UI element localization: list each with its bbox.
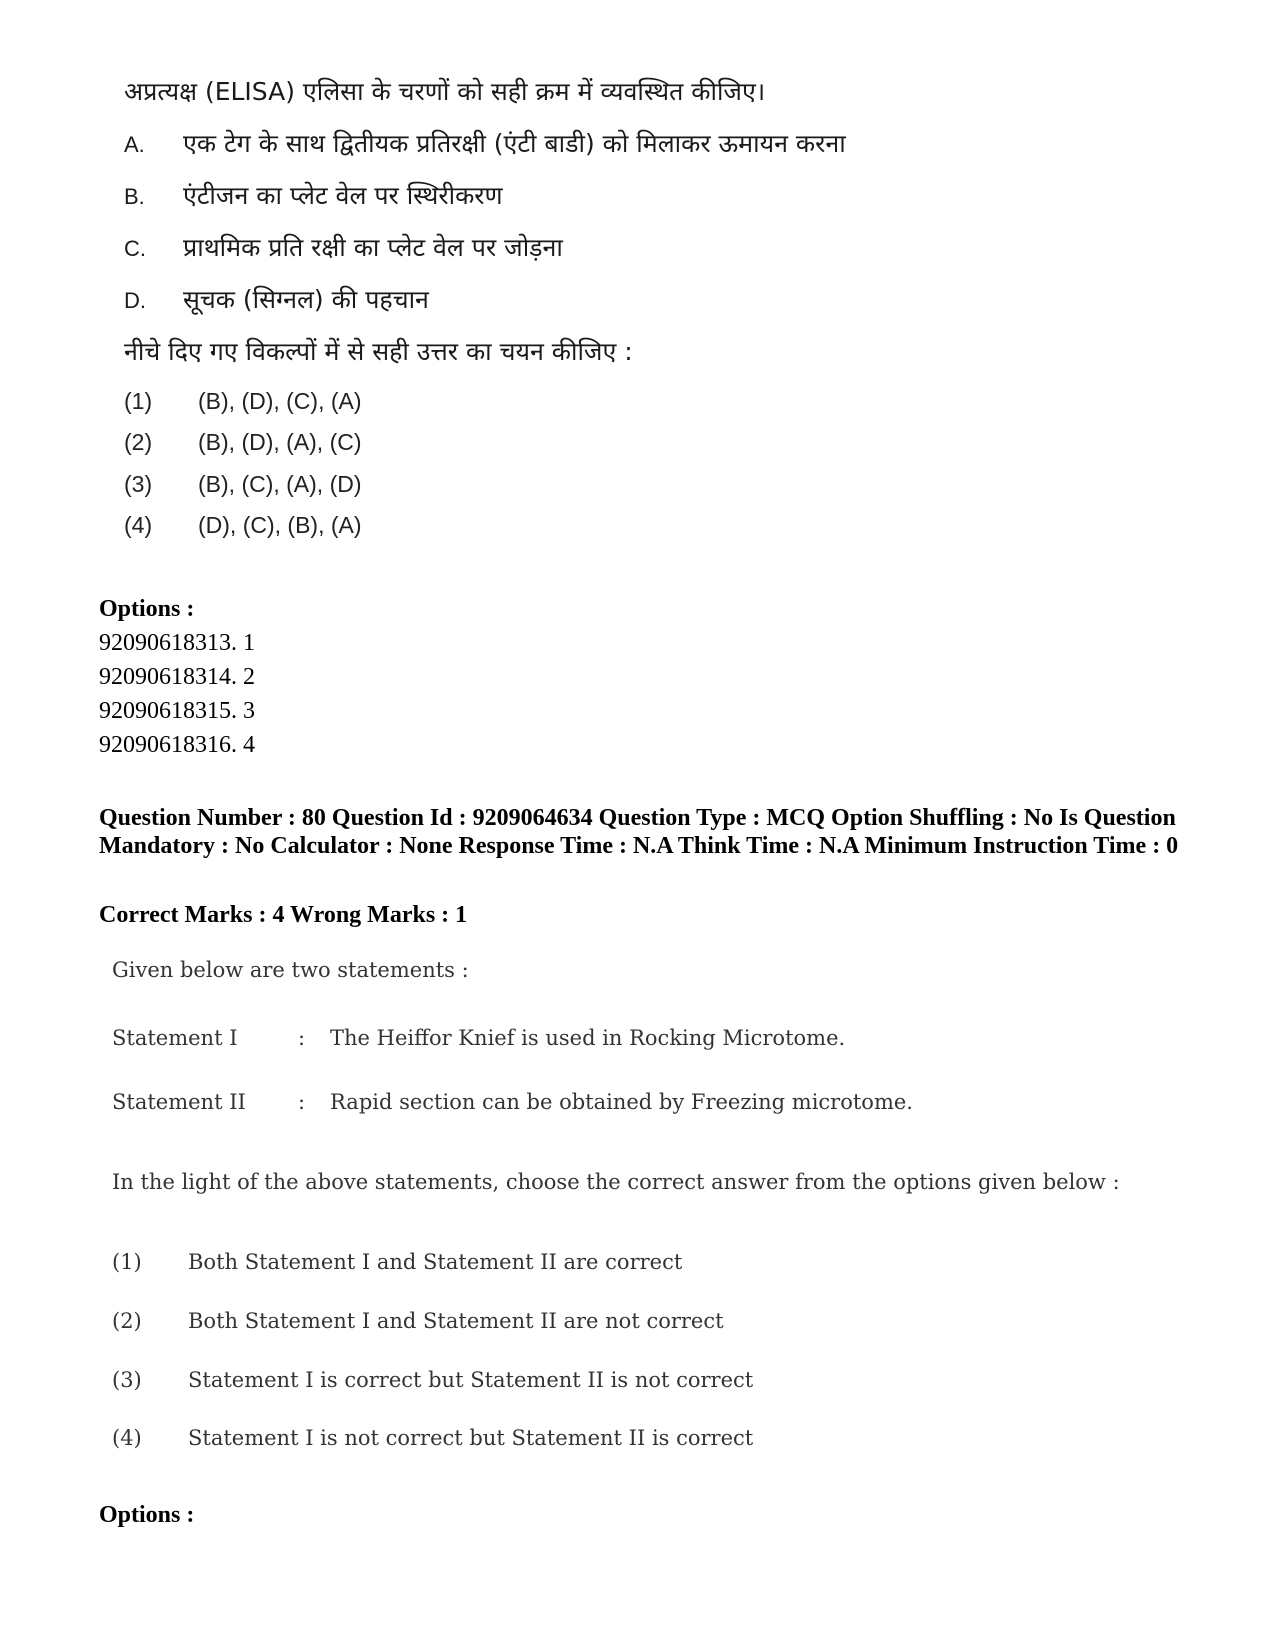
- choice-number: (2): [124, 429, 153, 455]
- statement-text: Rapid section can be obtained by Freezing microtome.: [330, 1090, 913, 1114]
- item-label: D.: [124, 288, 146, 313]
- english-choice-1: [112, 1250, 682, 1274]
- hindi-choice-4: [124, 512, 362, 539]
- hindi-choice-3: [124, 471, 362, 498]
- english-choice-4: [112, 1426, 753, 1450]
- statement-separator: :: [298, 1026, 306, 1050]
- choice-number: (1): [112, 1250, 142, 1274]
- english-question-intro: Given below are two statements :: [112, 958, 469, 982]
- choice-text: Statement I is correct but Statement II is not correct: [188, 1368, 754, 1392]
- options-heading: Options :: [99, 1502, 195, 1528]
- item-text: सूचक (सिग्नल) की पहचान: [183, 285, 429, 314]
- choice-text: Both Statement I and Statement II are not correct: [188, 1309, 724, 1333]
- choice-number: (3): [124, 471, 153, 497]
- item-text: प्राथमिक प्रति रक्षी का प्लेट वेल पर जोड़ना: [183, 233, 563, 262]
- item-label: C.: [124, 236, 146, 261]
- statement-text: The Heiffor Knief is used in Rocking Microtome.: [330, 1026, 846, 1050]
- statement-2: [112, 1090, 913, 1114]
- choice-text: Statement I is not correct but Statement II is correct: [188, 1426, 754, 1450]
- hindi-question-prompt: अप्रत्यक्ष (ELISA) एलिसा के चरणों को सही क्रम में व्यवस्थित कीजिए।: [124, 77, 766, 106]
- choice-number: (4): [124, 512, 153, 538]
- english-instruction: In the light of the above statements, choose the correct answer from the options given below :: [112, 1170, 1120, 1194]
- option-line: 92090618316. 4: [99, 732, 255, 758]
- choice-text: (D), (C), (B), (A): [198, 512, 362, 538]
- marks-info: Correct Marks : 4 Wrong Marks : 1: [99, 902, 468, 928]
- hindi-item-b: [124, 178, 503, 212]
- statement-separator: :: [298, 1090, 306, 1114]
- item-text: एक टेग के साथ द्वितीयक प्रतिरक्षी (एंटी बाडी) को मिलाकर ऊमायन करना: [183, 129, 846, 158]
- item-label: A.: [124, 132, 145, 157]
- choice-number: (4): [112, 1426, 142, 1450]
- item-text: एंटीजन का प्लेट वेल पर स्थिरीकरण: [183, 181, 503, 210]
- statement-label: Statement I: [112, 1026, 238, 1050]
- option-line: 92090618314. 2: [99, 664, 255, 690]
- choice-number: (1): [124, 388, 153, 414]
- hindi-item-d: [124, 282, 429, 316]
- choice-text: (B), (D), (C), (A): [198, 388, 362, 414]
- hindi-item-a: [124, 126, 846, 160]
- choice-text: (B), (C), (A), (D): [198, 471, 362, 497]
- choice-text: Both Statement I and Statement II are correct: [188, 1250, 683, 1274]
- choice-number: (3): [112, 1368, 142, 1392]
- english-choice-2: [112, 1309, 724, 1333]
- hindi-item-c: [124, 230, 563, 264]
- hindi-choice-1: [124, 388, 362, 415]
- question-info: Question Number : 80 Question Id : 9209064634 Question Type : MCQ Option Shuffling : No Is Question Mandatory : No Calculator : None Response Time : N.A Think Time : N.A Minimum Instruction Time : 0: [99, 805, 1179, 859]
- english-choice-3: [112, 1368, 753, 1392]
- options-heading: Options :: [99, 596, 195, 622]
- hindi-instruction: नीचे दिए गए विकल्पों में से सही उत्तर का चयन कीजिए :: [124, 337, 633, 366]
- choice-text: (B), (D), (A), (C): [198, 429, 362, 455]
- item-label: B.: [124, 184, 145, 209]
- option-line: 92090618313. 1: [99, 630, 255, 656]
- choice-number: (2): [112, 1309, 142, 1333]
- statement-label: Statement II: [112, 1090, 246, 1114]
- statement-1: [112, 1026, 845, 1050]
- option-line: 92090618315. 3: [99, 698, 255, 724]
- hindi-choice-2: [124, 429, 362, 456]
